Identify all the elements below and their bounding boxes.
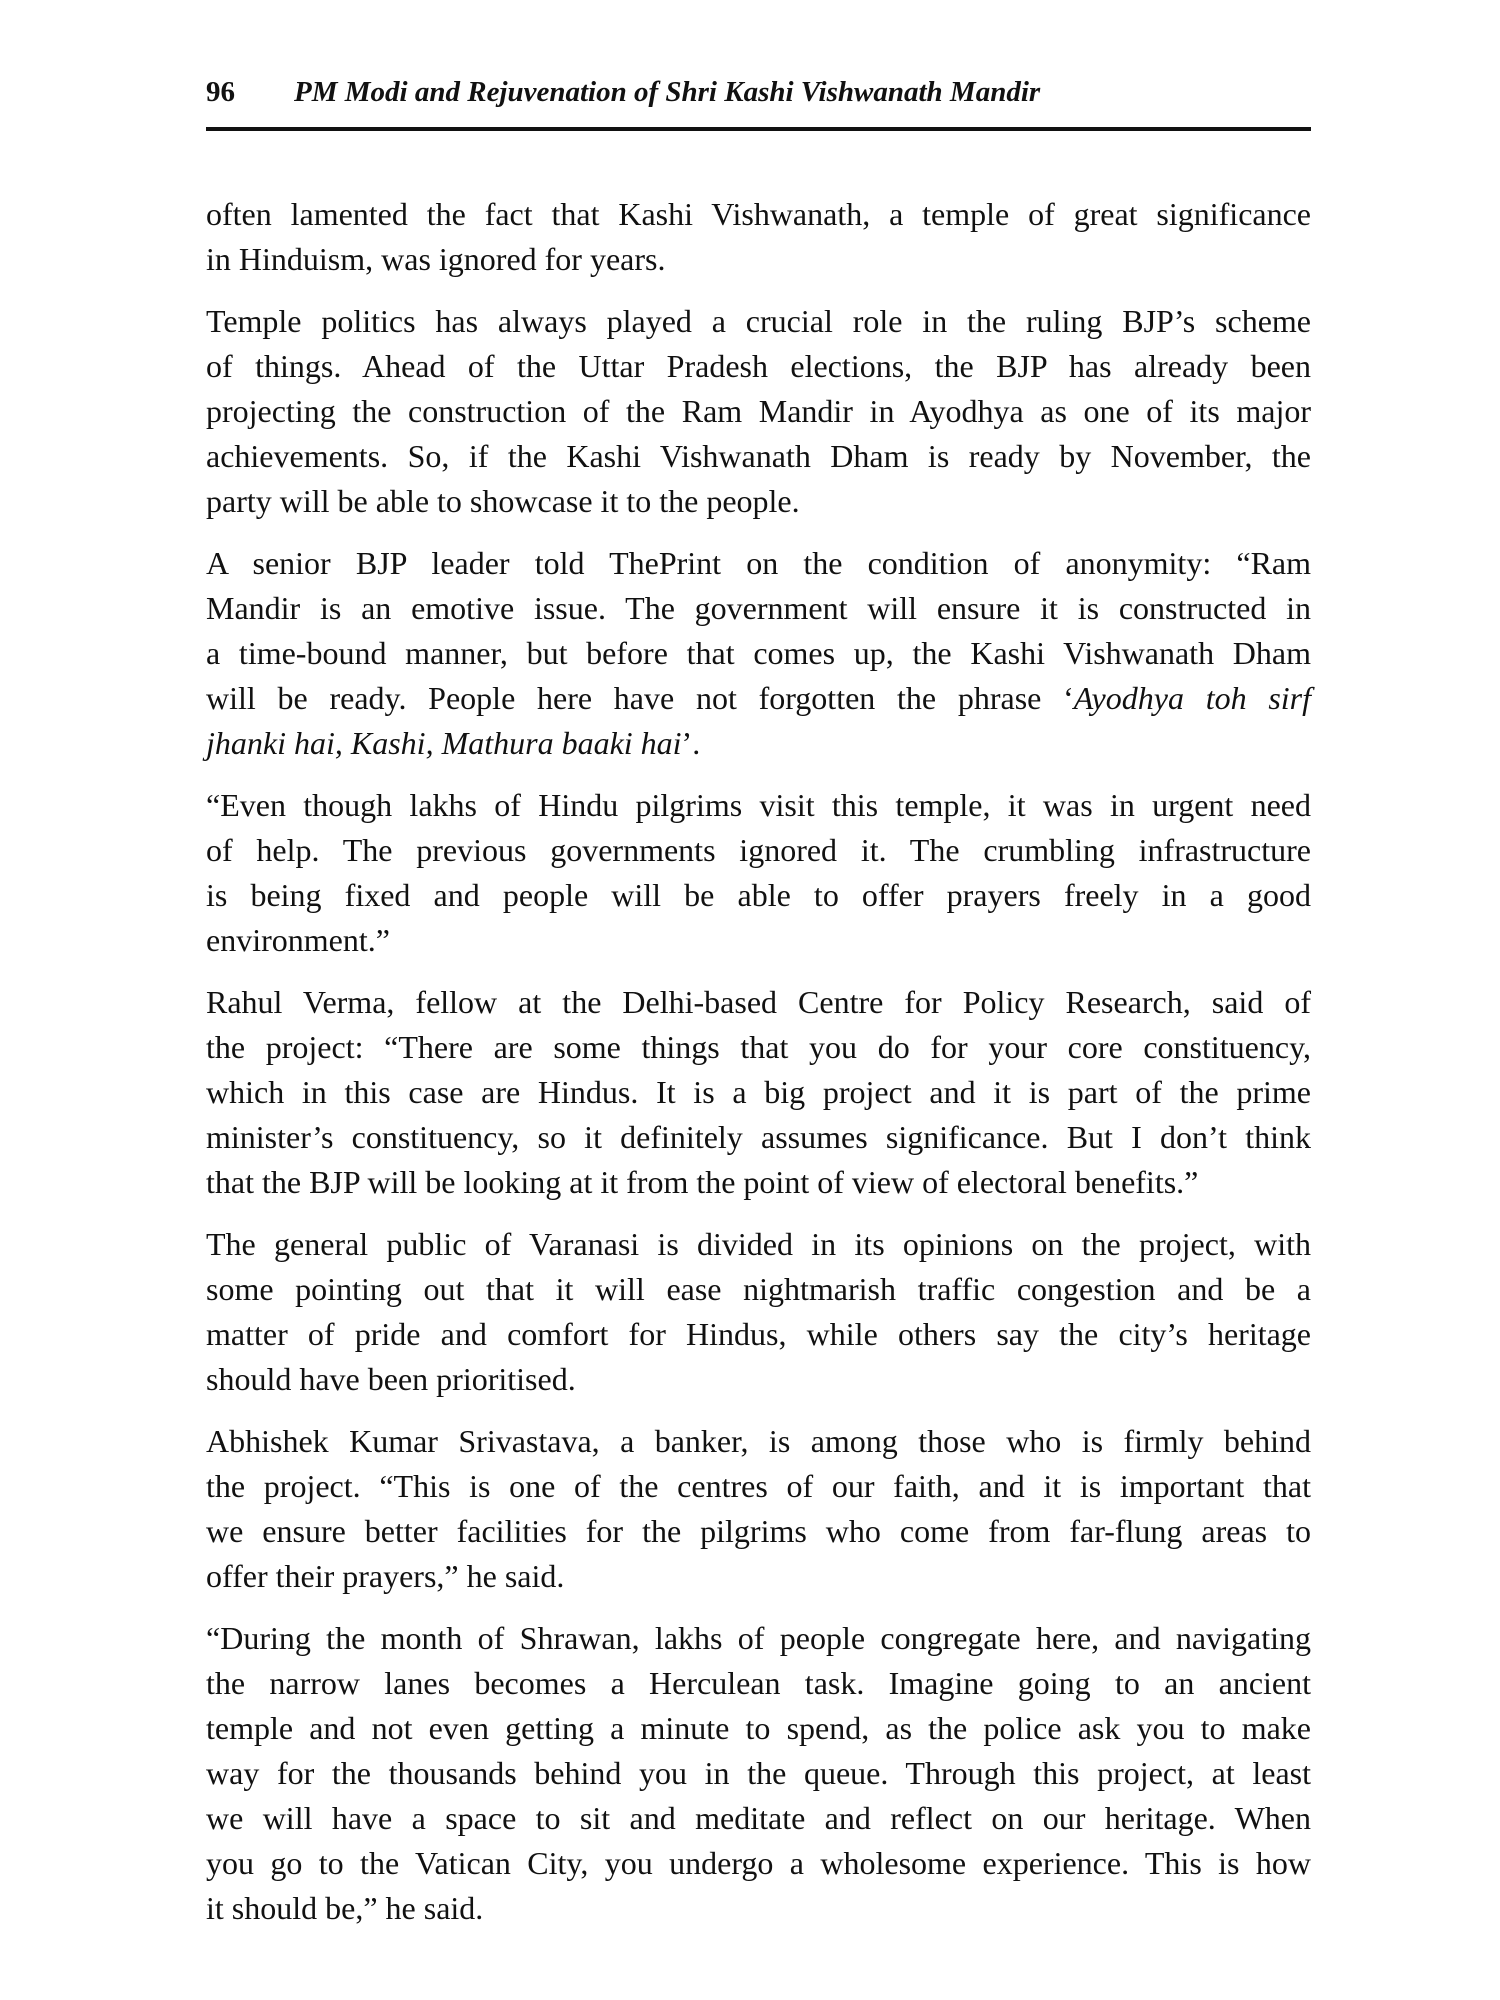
paragraph xyxy=(206,783,1311,963)
text-line: the narrow lanes becomes a Herculean task. Imagine going to an ancient xyxy=(206,1665,1311,1701)
text-line: “During the month of Shrawan, lakhs of people congregate here, and navigating xyxy=(206,1620,1311,1656)
text-line: we will have a space to sit and meditate and reflect on our heritage. When xyxy=(206,1800,1311,1836)
text-line: of things. Ahead of the Uttar Pradesh elections, the BJP has already been xyxy=(206,348,1311,384)
text-line: that the BJP will be looking at it from the point of view of electoral benefits.” xyxy=(206,1164,1199,1200)
paragraph xyxy=(206,299,1311,524)
header-rule xyxy=(206,127,1311,131)
text-line: A senior BJP leader told ThePrint on the condition of anonymity: “Ram xyxy=(206,545,1311,581)
text-line: in Hinduism, was ignored for years. xyxy=(206,241,666,277)
paragraph xyxy=(206,1222,1311,1402)
text-line: a time-bound manner, but before that comes up, the Kashi Vishwanath Dham xyxy=(206,635,1311,671)
text-segment: will be ready. People here have not forgotten the phrase ‘ xyxy=(206,680,1074,716)
text-line: way for the thousands behind you in the queue. Through this project, at least xyxy=(206,1755,1311,1791)
running-title: PM Modi and Rejuvenation of Shri Kashi Vishwanath Mandir xyxy=(294,76,1041,108)
text-line: which in this case are Hindus. It is a big project and it is part of the prime xyxy=(206,1074,1311,1110)
text-line: temple and not even getting a minute to spend, as the police ask you to make xyxy=(206,1710,1311,1746)
text-line xyxy=(206,676,1311,721)
text-line: matter of pride and comfort for Hindus, while others say the city’s heritage xyxy=(206,1316,1311,1352)
text-line: often lamented the fact that Kashi Vishwanath, a temple of great significance xyxy=(206,196,1311,232)
text-line: of help. The previous governments ignored it. The crumbling infrastructure xyxy=(206,832,1311,868)
text-line: The general public of Varanasi is divided in its opinions on the project, with xyxy=(206,1226,1311,1262)
italic-phrase: jhanki hai, Kashi, Mathura baaki hai xyxy=(206,725,682,761)
page-number: 96 xyxy=(206,76,235,108)
text-line: Rahul Verma, fellow at the Delhi-based Centre for Policy Research, said of xyxy=(206,984,1311,1020)
text-line: “Even though lakhs of Hindu pilgrims visit this temple, it was in urgent need xyxy=(206,787,1311,823)
text-line: should have been prioritised. xyxy=(206,1361,576,1397)
paragraph xyxy=(206,192,1311,282)
text-line: minister’s constituency, so it definitely assumes significance. But I don’t think xyxy=(206,1119,1311,1155)
paragraph xyxy=(206,1616,1311,1931)
paragraph xyxy=(206,980,1311,1205)
paragraph xyxy=(206,541,1311,766)
text-line: it should be,” he said. xyxy=(206,1890,484,1926)
text-line: Mandir is an emotive issue. The government will ensure it is constructed in xyxy=(206,590,1311,626)
italic-phrase: Ayodhya toh sirf xyxy=(1073,680,1312,716)
text-line: is being fixed and people will be able to offer prayers freely in a good xyxy=(206,877,1311,913)
text-line: environment.” xyxy=(206,922,390,958)
text-line: the project: “There are some things that you do for your core constituency, xyxy=(206,1029,1311,1065)
text-line: you go to the Vatican City, you undergo a wholesome experience. This is how xyxy=(206,1845,1311,1881)
text-line: some pointing out that it will ease nightmarish traffic congestion and be a xyxy=(206,1271,1311,1307)
body-text xyxy=(206,192,1311,1948)
text-line: projecting the construction of the Ram Mandir in Ayodhya as one of its major xyxy=(206,393,1311,429)
text-line: Temple politics has always played a crucial role in the ruling BJP’s scheme xyxy=(206,303,1311,339)
text-line: the project. “This is one of the centres of our faith, and it is important that xyxy=(206,1468,1311,1504)
text-segment: ’. xyxy=(681,725,701,761)
paragraph xyxy=(206,1419,1311,1599)
text-line: Abhishek Kumar Srivastava, a banker, is among those who is firmly behind xyxy=(206,1423,1311,1459)
text-line: offer their prayers,” he said. xyxy=(206,1558,565,1594)
text-line: we ensure better facilities for the pilgrims who come from far-flung areas to xyxy=(206,1513,1311,1549)
text-line xyxy=(206,721,1311,766)
running-header xyxy=(206,76,1311,116)
text-line: party will be able to showcase it to the people. xyxy=(206,483,800,519)
text-line: achievements. So, if the Kashi Vishwanath Dham is ready by November, the xyxy=(206,438,1311,474)
